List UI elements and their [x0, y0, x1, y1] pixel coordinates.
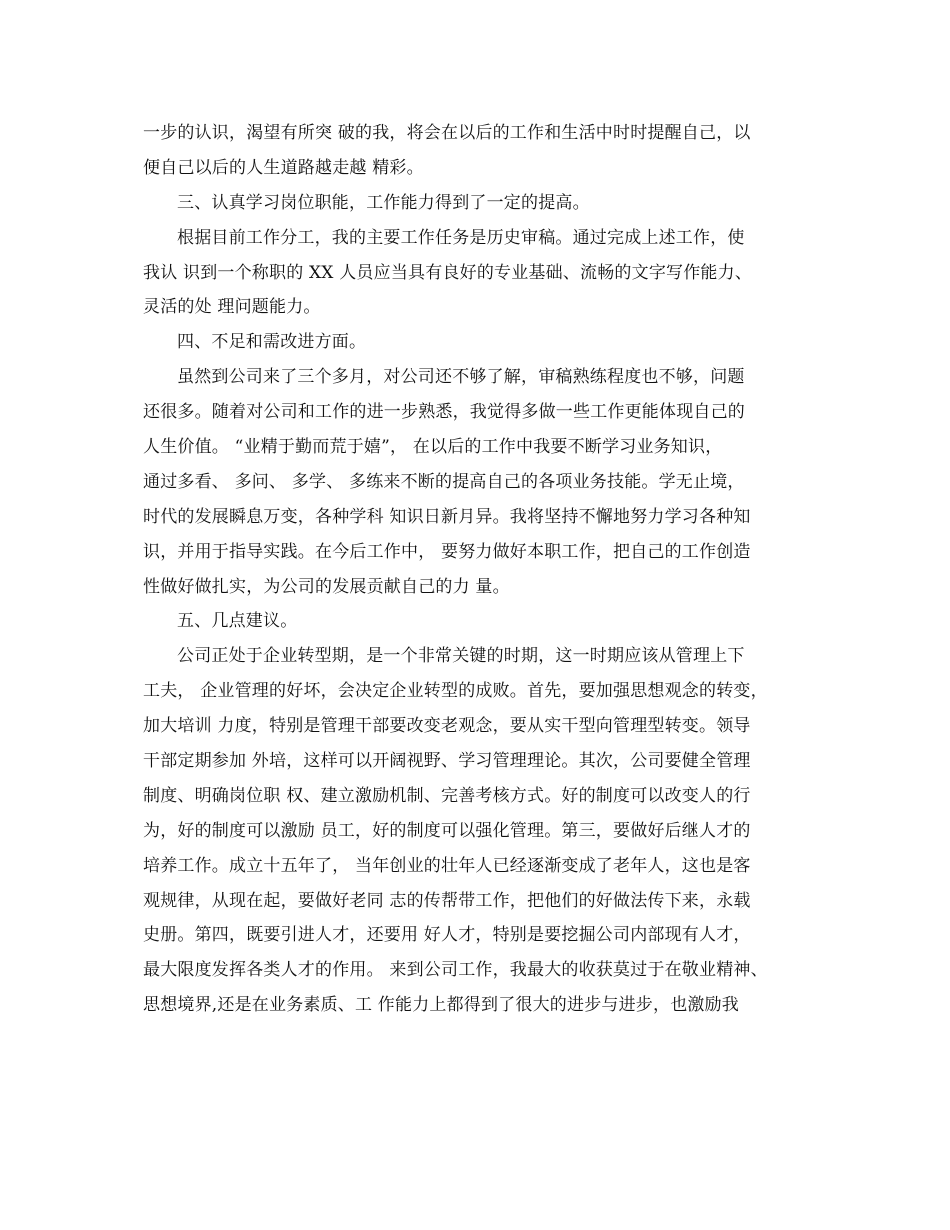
text-line: 最大限度发挥各类人才的作用。 来到公司工作，我最大的收获莫过于在敬业精神、: [143, 960, 768, 981]
text-line: 便自己以后的人生道路越走越 精彩。: [143, 157, 424, 178]
text-line: 还很多。随着对公司和工作的进一步熟悉，我觉得多做一些工作更能体现自己的: [143, 402, 745, 423]
body-text: [143, 116, 823, 1023]
text-line: 制度、明确岗位职 权、建立激励机制、完善考核方式。好的制度可以改变人的行: [143, 785, 751, 806]
text-line: 为，好的制度可以激励 员工，好的制度可以强化管理。第三，要做好后继人才的: [143, 820, 751, 841]
text-line: 工夫， 企业管理的好坏，会决定企业转型的成败。首先，要加强思想观念的转变，: [143, 681, 768, 702]
text-line: 加大培训 力度，特别是管理干部要改变老观念，要从实干型向管理型转变。领导: [143, 716, 751, 737]
text-line: 性做好做扎实，为公司的发展贡献自己的力 量。: [143, 576, 510, 597]
text-line: 观规律，从现在起，要做好老同 志的传帮带工作，把他们的好做法传下来，永载: [143, 890, 751, 911]
section-heading: 三、认真学习岗位职能，工作能力得到了一定的提高。: [177, 192, 590, 213]
text-line: 一步的认识，渴望有所突 破的我，将会在以后的工作和生活中时时提醒自己，以: [143, 123, 751, 143]
text-line: 虽然到公司来了三个多月，对公司还不够了解，审稿熟练程度也不够，问题: [177, 367, 745, 388]
text-line: 灵活的处 理问题能力。: [143, 297, 321, 318]
section-heading: 五、几点建议。: [177, 611, 298, 632]
text-line: 干部定期参加 外培，这样可以开阔视野、学习管理理论。其次，公司要健全管理: [143, 751, 751, 772]
text-line: 思想境界,还是在业务素质、工 作能力上都得到了很大的进步与进步，也激励我: [143, 995, 740, 1016]
text-line: 时代的发展瞬息万变，各种学科 知识日新月异。我将坚持不懈地努力学习各种知: [143, 506, 751, 527]
section-heading: 四、不足和需改进方面。: [177, 332, 367, 353]
text-line: 培养工作。成立十五年了， 当年创业的壮年人已经逐渐变成了老年人，这也是客: [143, 855, 751, 876]
text-line: 人生价值。 “业精于勤而荒于嬉”， 在以后的工作中我要不断学习业务知识，: [143, 437, 723, 458]
text-line: 公司正处于企业转型期，是一个非常关键的时期，这一时期应该从管理上下: [177, 646, 745, 667]
text-line: 识，并用于指导实践。在今后工作中， 要努力做好本职工作，把自己的工作创造: [143, 541, 751, 562]
text-line: 史册。第四，既要引进人才，还要用 好人才，特别是要挖掘公司内部现有人才，: [143, 925, 751, 946]
text-line: 我认 识到一个称职的 XX 人员应当具有良好的专业基础、流畅的文字写作能力、: [143, 262, 753, 283]
text-line: 通过多看、 多问、 多学、 多练来不断的提高自己的各项业务技能。学无止境，: [143, 471, 745, 492]
text-line: 根据目前工作分工，我的主要工作任务是历史审稿。通过完成上述工作，使: [177, 227, 745, 248]
